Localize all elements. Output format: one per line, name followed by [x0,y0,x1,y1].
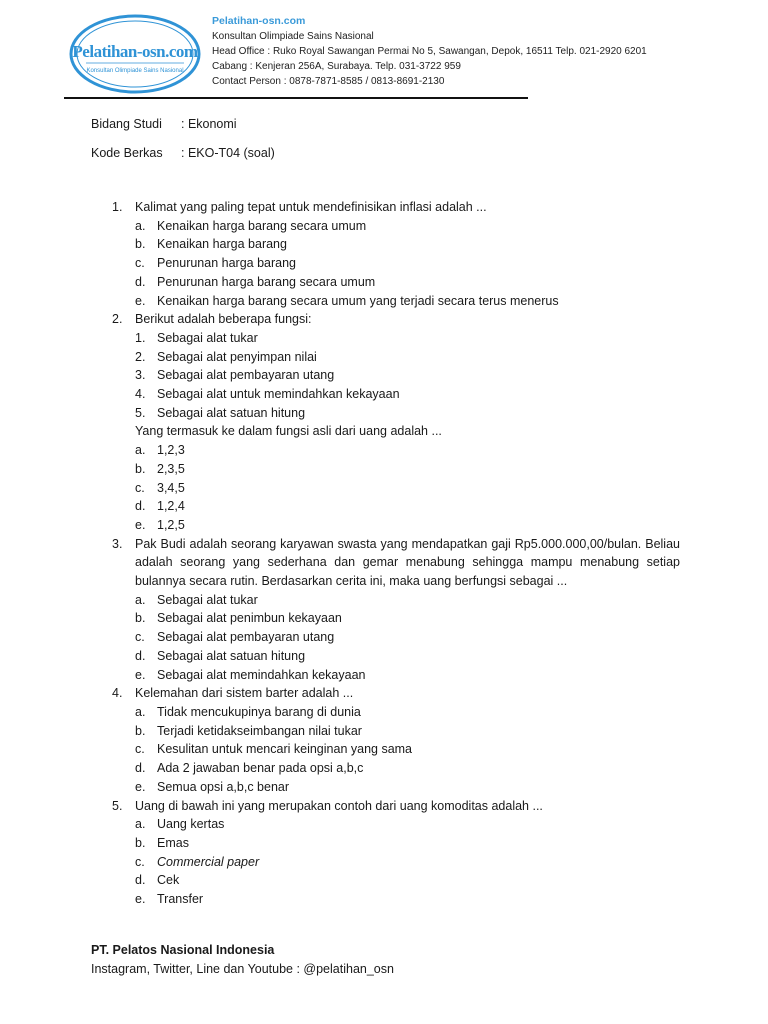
option-text: 1,2,3 [157,443,185,458]
header-divider [64,97,528,99]
option-marker: c. [135,256,145,271]
option-item [135,890,680,909]
option-list [135,703,680,797]
option-item [135,441,680,460]
statement-marker: 4. [135,387,146,402]
option-text: 1,2,4 [157,499,185,514]
statement-text: Sebagai alat untuk memindahkan kekayaan [157,387,400,402]
option-text: Penurunan harga barang [157,256,297,271]
option-text: Penurunan harga barang secara umum [157,274,376,289]
header-site: Pelatihan-osn.com [212,15,306,27]
option-item [135,871,680,890]
option-marker: b. [135,237,146,252]
logo-subtitle: Konsultan Olimpiade Sains Nasional [86,68,184,74]
footer-social: Instagram, Twitter, Line dan Youtube : @pelatihan_osn [91,961,394,976]
statement-item [135,329,680,348]
question-list [112,198,680,909]
option-marker: c. [135,742,145,757]
statement-text: Sebagai alat penyimpan nilai [157,349,317,364]
header-info [212,14,647,89]
option-list [135,591,680,685]
option-text: Kenaikan harga barang [157,237,287,252]
option-marker: c. [135,854,145,869]
statement-marker: 1. [135,330,146,345]
question-prompt: Yang termasuk ke dalam fungsi asli dari uang adalah ... [135,424,442,439]
option-marker: d. [135,274,146,289]
option-list [135,441,680,535]
question-text: Berikut adalah beberapa fungsi: [135,312,312,327]
option-marker: a. [135,817,146,832]
option-text: Terjadi ketidakseimbangan nilai tukar [157,723,362,738]
option-marker: e. [135,667,146,682]
question-text: Kalimat yang paling tepat untuk mendefinisikan inflasi adalah ... [135,200,487,214]
option-text: Sebagai alat pembayaran utang [157,630,335,645]
option-item [135,479,680,498]
statement-item [135,348,680,367]
question-text: Kelemahan dari sistem barter adalah ... [135,686,354,701]
option-text: Kenaikan harga barang secara umum [157,218,367,233]
company-logo [68,13,202,95]
option-marker: e. [135,892,146,907]
option-item [135,628,680,647]
question-3 [112,535,680,685]
option-item [135,591,680,610]
meta-kode [91,146,275,160]
option-marker: e. [135,517,146,532]
question-number: 5. [112,798,123,813]
statement-item [135,385,680,404]
option-text: Semua opsi a,b,c benar [157,779,290,794]
option-item [135,254,680,273]
statement-marker: 3. [135,368,146,383]
option-text: Kesulitan untuk mencari keinginan yang sama [157,742,413,757]
option-marker: a. [135,218,146,233]
option-text: Commercial paper [157,854,260,869]
meta-bidang [91,117,237,131]
option-marker: d. [135,499,146,514]
option-item [135,217,680,236]
kode-label: Kode Berkas [91,146,163,160]
option-marker: b. [135,611,146,626]
option-text: Tidak mencukupinya barang di dunia [157,704,361,719]
option-text: Uang kertas [157,817,225,832]
option-text: 1,2,5 [157,517,185,532]
option-marker: d. [135,761,146,776]
option-item [135,647,680,666]
statement-item [135,404,680,423]
bidang-value: : Ekonomi [181,117,237,131]
option-item [135,609,680,628]
header-line-3: Cabang : Kenjeran 256A, Surabaya. Telp. 031-3722 959 [212,61,461,72]
option-item [135,292,680,311]
question-2 [112,310,680,534]
option-item [135,516,680,535]
logo-text: Pelatihan-osn.com [72,42,198,61]
option-item [135,273,680,292]
option-marker: e. [135,293,146,308]
option-marker: b. [135,723,146,738]
option-marker: c. [135,630,145,645]
option-marker: a. [135,443,146,458]
question-number: 1. [112,200,123,214]
option-marker: b. [135,835,146,850]
option-text: Cek [157,873,180,888]
statement-text: Sebagai alat pembayaran utang [157,368,335,383]
statement-marker: 2. [135,349,146,364]
statement-marker: 5. [135,405,146,420]
bidang-label: Bidang Studi [91,117,162,131]
option-item [135,460,680,479]
option-item [135,815,680,834]
option-text: Emas [157,835,189,850]
header-line-4: Contact Person : 0878-7871-8585 / 0813-8691-2130 [212,76,445,87]
option-item [135,759,680,778]
option-text: Sebagai alat memindahkan kekayaan [157,667,366,682]
option-text: Transfer [157,892,204,907]
statement-text: Sebagai alat satuan hitung [157,405,306,420]
option-item [135,235,680,254]
question-number: 4. [112,686,123,701]
option-text: Sebagai alat satuan hitung [157,648,306,663]
question-text: Uang di bawah ini yang merupakan contoh dari uang komoditas adalah ... [135,798,543,813]
option-item [135,722,680,741]
option-marker: c. [135,480,145,495]
option-item [135,703,680,722]
statement-item [135,366,680,385]
statement-list [135,329,680,423]
kode-value: : EKO-T04 (soal) [181,146,275,160]
option-text: Sebagai alat penimbun kekayaan [157,611,342,626]
header-line-1: Konsultan Olimpiade Sains Nasional [212,31,374,42]
option-marker: a. [135,704,146,719]
option-item [135,853,680,872]
option-list [135,217,680,311]
question-5 [112,797,680,909]
option-item [135,778,680,797]
option-item [135,666,680,685]
option-text: Ada 2 jawaban benar pada opsi a,b,c [157,761,364,776]
option-text: Kenaikan harga barang secara umum yang terjadi secara terus menerus [157,293,559,308]
option-text: 3,4,5 [157,480,185,495]
option-list [135,815,680,909]
option-marker: a. [135,592,146,607]
question-1 [112,198,680,310]
option-item [135,497,680,516]
option-item [135,740,680,759]
question-number: 2. [112,312,123,327]
option-item [135,834,680,853]
option-marker: d. [135,873,146,888]
option-marker: d. [135,648,146,663]
option-text: Sebagai alat tukar [157,592,258,607]
option-marker: b. [135,461,146,476]
option-text: 2,3,5 [157,461,185,476]
question-text: Pak Budi adalah seorang karyawan swasta yang mendapatkan gaji Rp5.000.000,00/bulan. Beliau adalah seorang yang sederhana dan gemar menabung sehingga mampu menabung setiap bulannya secara rutin. Berdasarkan cerita ini, maka uang berfungsi sebagai ... [135,536,680,589]
header-line-2: Head Office : Ruko Royal Sawangan Permai No 5, Sawangan, Depok, 16511 Telp. 021-2920 6201 [212,46,647,57]
statement-text: Sebagai alat tukar [157,330,258,345]
option-marker: e. [135,779,146,794]
footer-company: PT. Pelatos Nasional Indonesia [91,943,275,957]
question-4 [112,684,680,796]
footer [91,941,394,978]
question-number: 3. [112,536,123,551]
